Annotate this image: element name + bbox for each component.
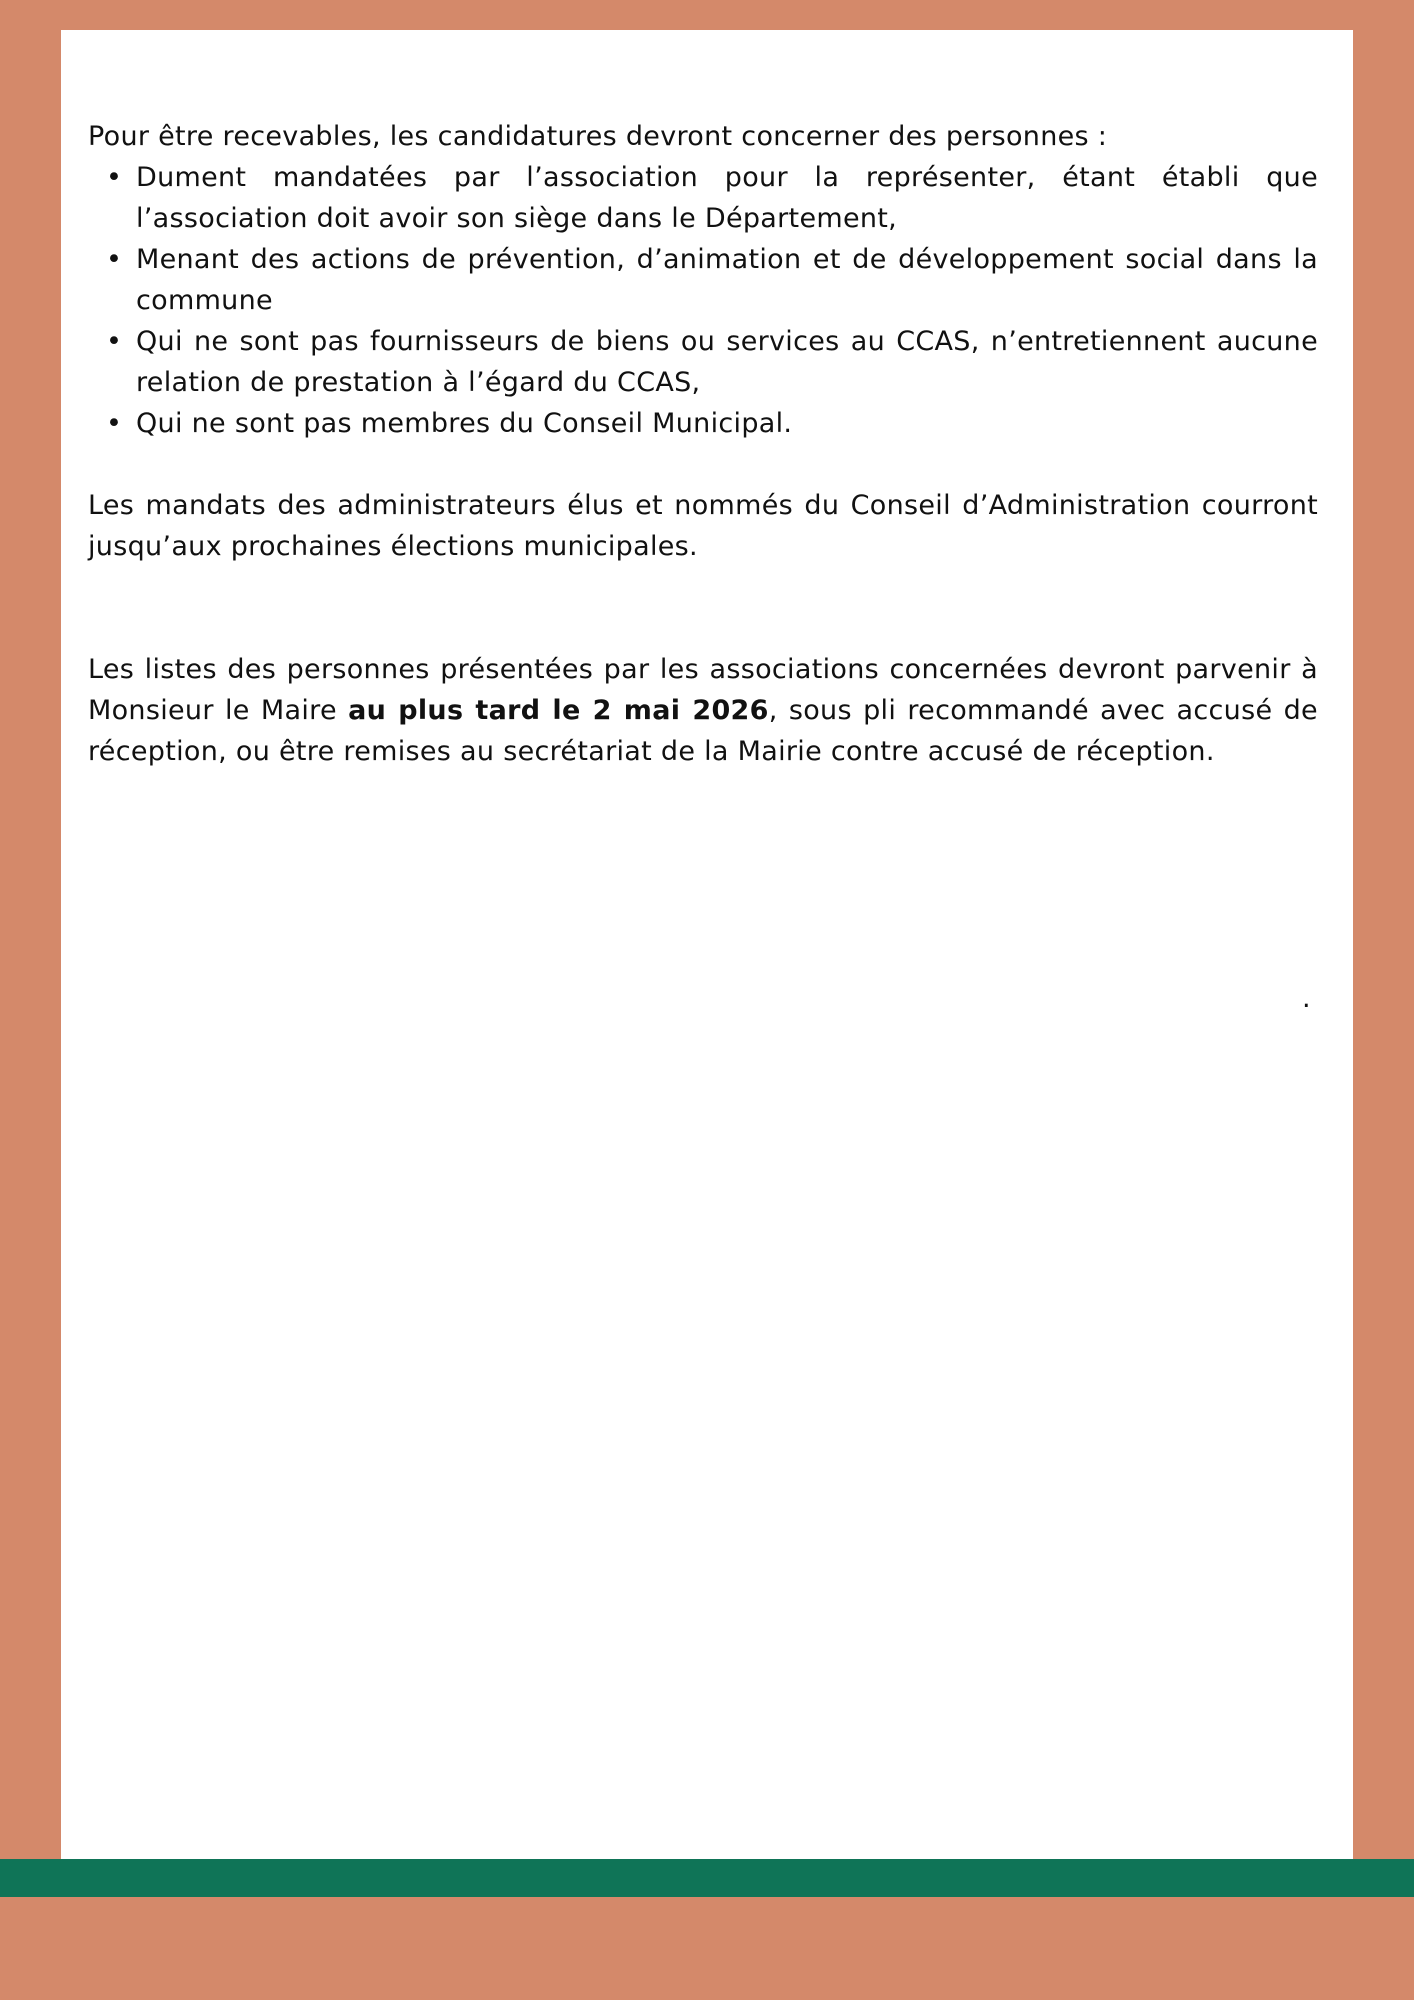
mandats-paragraph: Les mandats des administrateurs élus et nommés du Conseil d’Administration courront jusqu’aux prochaines élections municipales. xyxy=(88,490,1318,562)
conditions-list xyxy=(88,157,1318,444)
intro-text: Pour être recevables, les candidatures devront concerner des personnes : xyxy=(88,121,1108,152)
deadline-text-end: , sous pli recommandé avec accusé de réception, ou être remises au secrétariat de la Mairie contre accusé de réception. xyxy=(88,695,1318,767)
document-body xyxy=(88,116,1318,772)
list-item-text: Menant des actions de prévention, d’animation et de développement social dans la commune xyxy=(136,244,1318,316)
list-item xyxy=(106,239,1318,321)
list-item-text: Qui ne sont pas fournisseurs de biens ou services au CCAS, n’entretiennent aucune relation de prestation à l’égard du CCAS, xyxy=(136,326,1318,398)
deadline-paragraph xyxy=(88,649,1318,772)
list-item-text: Qui ne sont pas membres du Conseil Municipal. xyxy=(136,408,793,439)
list-item xyxy=(106,321,1318,403)
trailing-mark: . xyxy=(1302,983,1311,1014)
bullet-icon: • xyxy=(106,162,123,193)
bullet-icon: • xyxy=(106,408,123,439)
list-item-text: Dument mandatées par l’association pour la représenter, étant établi que l’association doit avoir son siège dans le Département, xyxy=(136,162,1318,234)
list-item xyxy=(106,157,1318,239)
bullet-icon: • xyxy=(106,244,123,275)
deadline-text-start: Les listes des personnes présentées par les associations concernées devront parvenir à Monsieur le Maire xyxy=(88,654,1318,726)
bullet-icon: • xyxy=(106,326,123,357)
list-item xyxy=(106,403,1318,444)
footer-band xyxy=(0,1859,1414,1897)
deadline-date: au plus tard le 2 mai 2026 xyxy=(348,695,769,726)
